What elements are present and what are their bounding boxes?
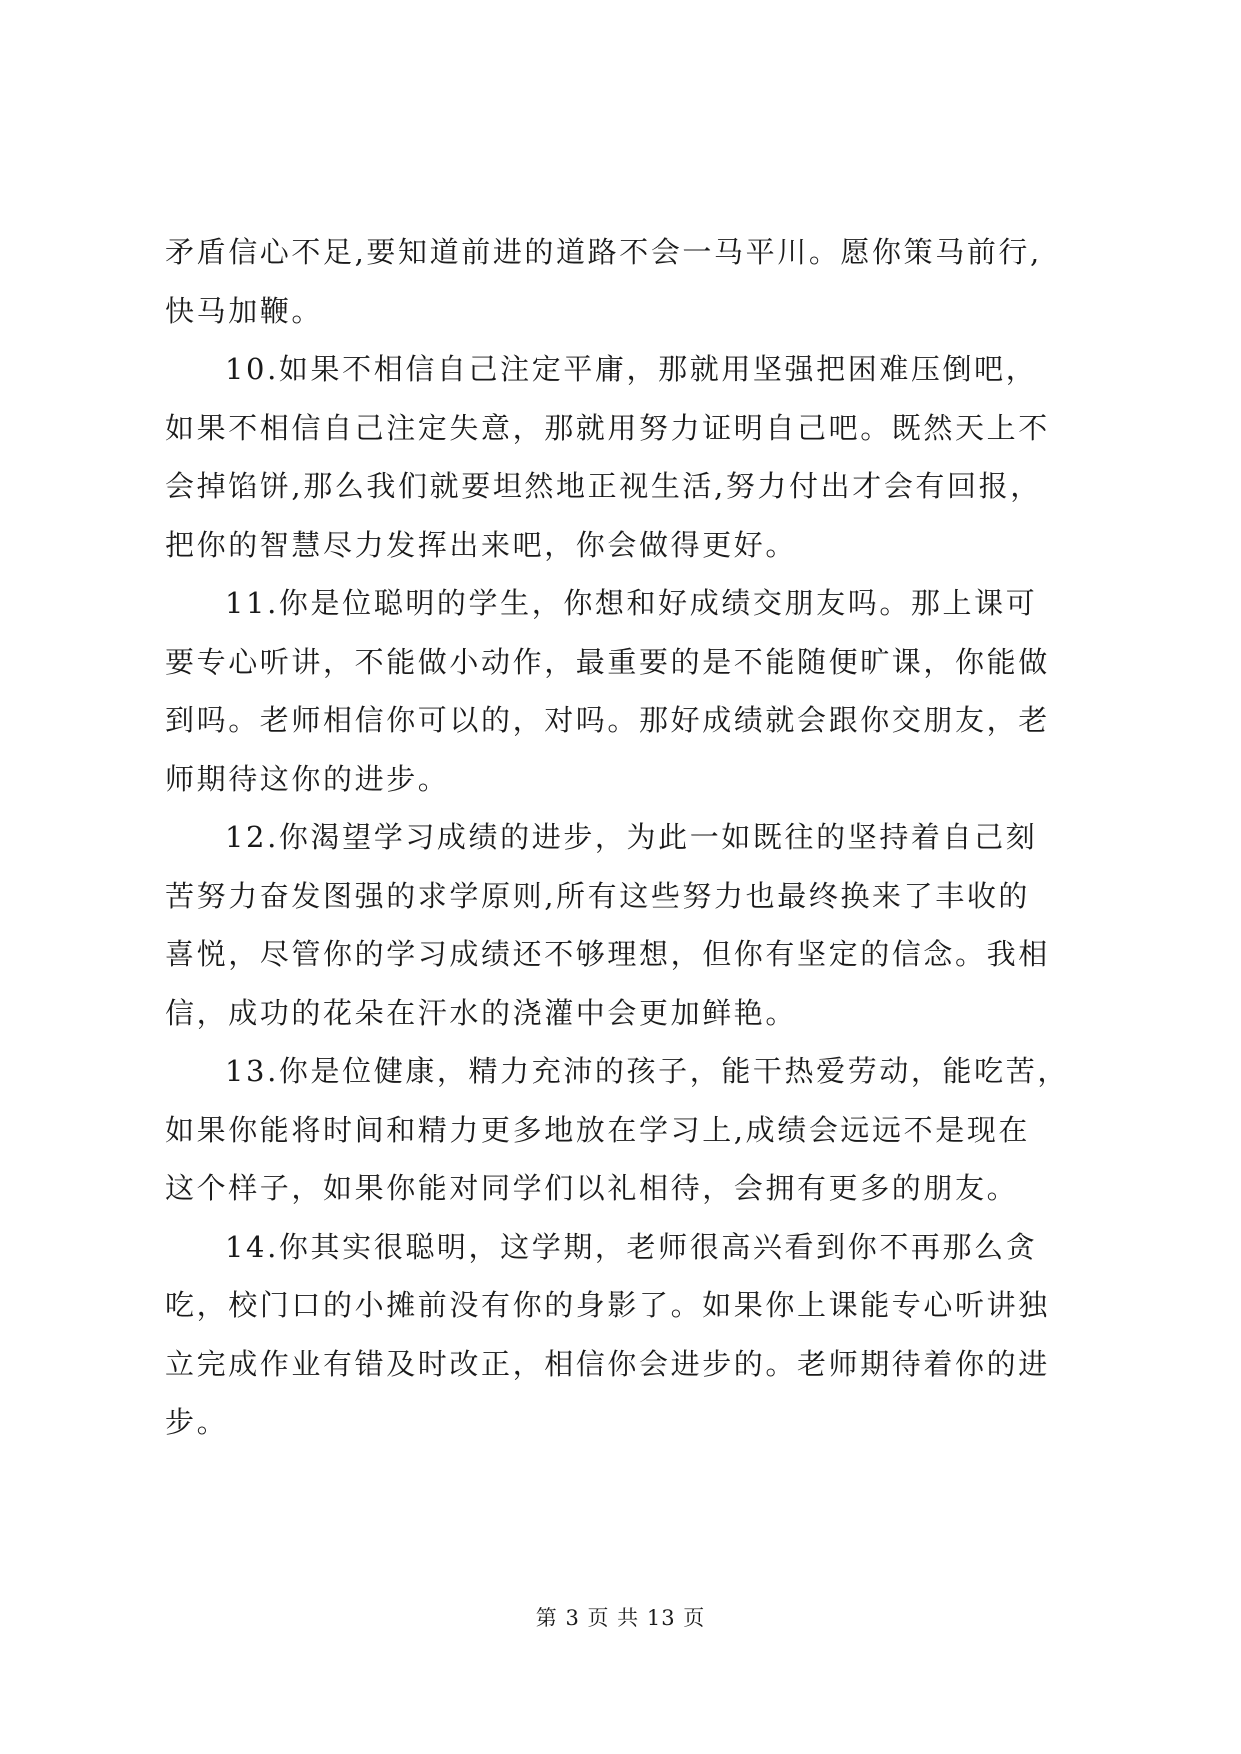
- text-line: 苦努力奋发图强的求学原则,所有这些努力也最终换来了丰收的: [165, 878, 1031, 913]
- paragraph-item-10: [165, 340, 1095, 574]
- page-label: 第 3 页 共 13 页: [535, 1606, 706, 1630]
- text-line: 矛盾信心不足,要知道前进的道路不会一马平川。愿你策马前行,: [165, 235, 1042, 269]
- text-line: 师期待这你的进步。: [165, 761, 450, 796]
- text-line: 如果你能将时间和精力更多地放在学习上,成绩会远远不是现在: [165, 1112, 1031, 1147]
- paragraph-item-13: [165, 1042, 1095, 1218]
- text-line: 13.你是位健康，精力充沛的孩子，能干热爱劳动，能吃苦，: [225, 1054, 1069, 1088]
- text-line: 如果不相信自己注定失意，那就用努力证明自己吧。既然天上不: [165, 410, 1050, 445]
- text-line: 喜悦，尽管你的学习成绩还不够理想，但你有坚定的信念。我相: [165, 937, 1050, 971]
- paragraph-item-11: [165, 574, 1095, 808]
- page-number-footer: [0, 1604, 1241, 1632]
- text-line: 10.如果不相信自己注定平庸，那就用坚强把困难压倒吧，: [225, 352, 1038, 386]
- text-line: 立完成作业有错及时改正，相信你会进步的。老师期待着你的进: [165, 1346, 1050, 1381]
- text-line: 12.你渴望学习成绩的进步，为此一如既往的坚持着自己刻: [225, 820, 1038, 854]
- text-line: 信，成功的花朵在汗水的浇灌中会更加鲜艳。: [165, 995, 798, 1030]
- document-body: [165, 223, 1095, 1452]
- text-line: 步。: [165, 1405, 229, 1439]
- paragraph-item-12: [165, 808, 1095, 1042]
- text-line: 到吗。老师相信你可以的，对吗。那好成绩就会跟你交朋友，老: [165, 703, 1050, 737]
- paragraph-continuation: [165, 223, 1095, 340]
- text-line: 11.你是位聪明的学生，你想和好成绩交朋友吗。那上课可: [225, 586, 1038, 620]
- text-line: 快马加鞭。: [165, 293, 324, 328]
- text-line: 吃，校门口的小摊前没有你的身影了。如果你上课能专心听讲独: [165, 1288, 1050, 1322]
- paragraph-item-14: [165, 1218, 1095, 1452]
- text-line: 14.你其实很聪明，这学期，老师很高兴看到你不再那么贪: [225, 1229, 1038, 1264]
- text-line: 会掉馅饼,那么我们就要坦然地正视生活,努力付出才会有回报，: [165, 469, 1042, 503]
- text-line: 要专心听讲，不能做小动作，最重要的是不能随便旷课，你能做: [165, 644, 1050, 679]
- text-line: 把你的智慧尽力发挥出来吧，你会做得更好。: [165, 527, 798, 562]
- text-line: 这个样子，如果你能对同学们以礼相待，会拥有更多的朋友。: [165, 1171, 1019, 1205]
